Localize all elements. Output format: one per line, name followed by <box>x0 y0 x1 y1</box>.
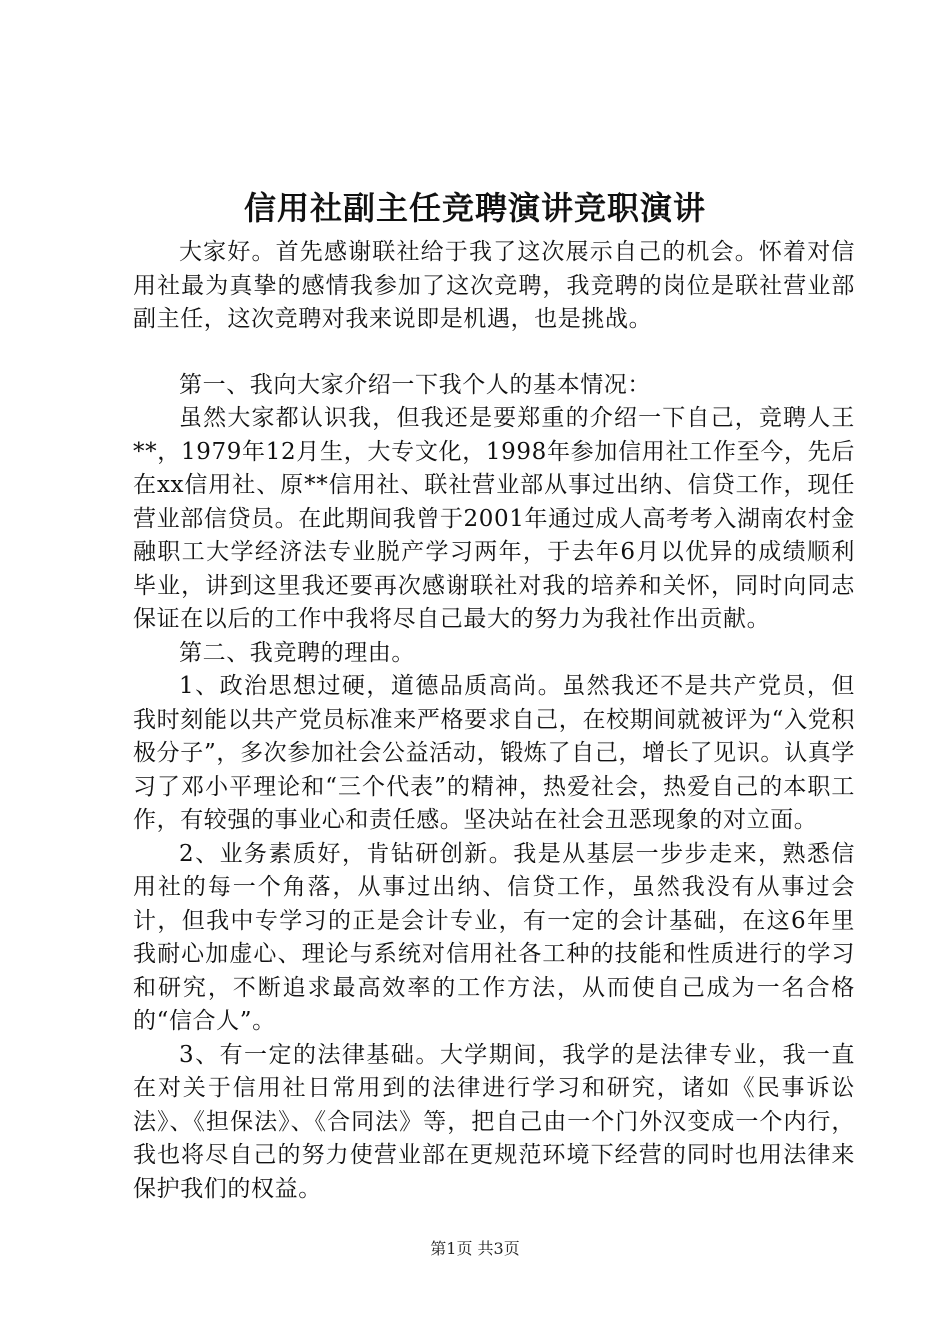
paragraph-reason-two: 2、业务素质好，肯钻研创新。我是从基层一步步走来，熟悉信用社的每一个角落，从事过出纳、信贷工作，虽然我没有从事过会计，但我中专学习的正是会计专业，有一定的会计基础，在这6年里我耐心加虚心、理论与系统对信用社各工种的技能和性质进行的学习和研究，不断追求最高效率的工作方法，从而使自己成为一名合格的“信合人”。 <box>133 840 855 1034</box>
paragraph-section-one-heading: 第一、我向大家介绍一下我个人的基本情况： <box>179 371 651 398</box>
document-title: 信用社副主任竞聘演讲竞职演讲 <box>243 189 706 227</box>
paragraph-reason-three: 3、有一定的法律基础。大学期间，我学的是法律专业，我一直在对关于信用社日常用到的法律进行学习和研究，诸如《民事诉讼法》、《担保法》、《合同法》等，把自己由一个门外汉变成一个内行，我也将尽自己的努力使营业部在更规范环境下经营的同时也用法律来保护我们的权益。 <box>133 1041 855 1202</box>
paragraph-reason-one: 1、政治思想过硬，道德品质高尚。虽然我还不是共产党员，但我时刻能以共产党员标准来严格要求自己，在校期间就被评为“入党积极分子”，多次参加社会公益活动，锻炼了自己，增长了见识。认真学习了邓小平理论和“三个代表”的精神，热爱社会，热爱自己的本职工作，有较强的事业心和责任感。坚决站在社会丑恶现象的对立面。 <box>133 673 855 833</box>
paragraph-section-two-heading: 第二、我竞聘的理由。 <box>179 639 415 666</box>
paragraph-greeting: 大家好。首先感谢联社给于我了这次展示自己的机会。怀着对信用社最为真挚的感情我参加了这次竞聘，我竞聘的岗位是联社营业部副主任，这次竞聘对我来说即是机遇，也是挑战。 <box>133 239 855 332</box>
paragraph-personal-info: 虽然大家都认识我，但我还是要郑重的介绍一下自己，竞聘人王**，1979年12月生，大专文化，1998年参加信用社工作至今，先后在xx信用社、原**信用社、联社营业部从事过出纳、信贷工作，现任营业部信贷员。在此期间我曾于2001年通过成人高考考入湖南农村金融职工大学经济法专业脱产学习两年，于去年6月以优异的成绩顺利毕业，讲到这里我还要再次感谢联社对我的培养和关怀，同时向同志保证在以后的工作中我将尽自己最大的努力为我社作出贡献。 <box>133 405 855 632</box>
page-footer: 第1页 共3页 <box>430 1239 520 1258</box>
document-body <box>133 236 855 1206</box>
